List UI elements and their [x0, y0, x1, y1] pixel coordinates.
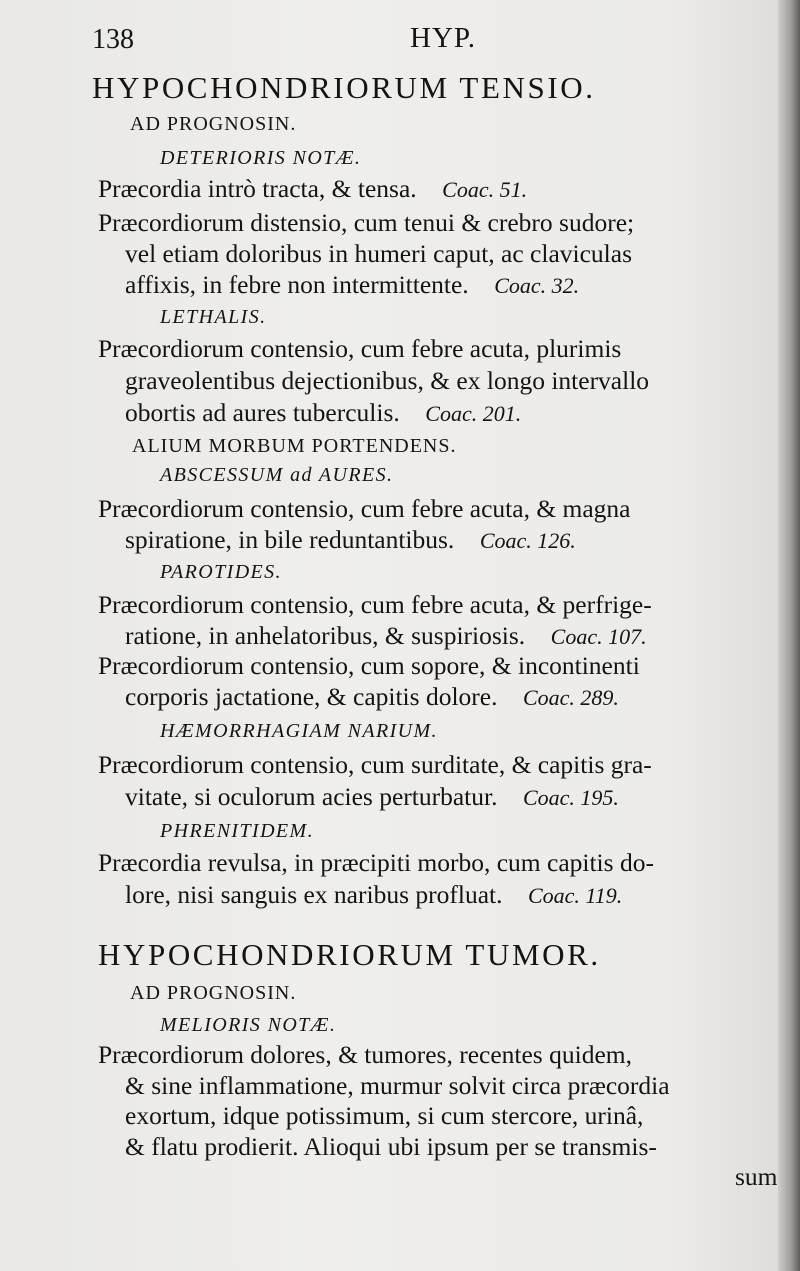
group-heading: DETERIORIS NOTÆ.	[160, 147, 362, 169]
entry-line: ratione, in anhelatoribus, & suspiriosis. Coac. 107.	[125, 621, 647, 650]
entry-line: exortum, idque potissimum, si cum stercore, urinâ,	[125, 1101, 644, 1130]
entry-line: obortis ad aures tuberculis. Coac. 201.	[125, 398, 522, 427]
entry-line: Præcordiorum contensio, cum febre acuta, & perfrige-	[98, 590, 652, 619]
coac-reference: Coac. 51.	[442, 177, 528, 202]
entry-line: Præcordiorum distensio, cum tenui & crebro sudore;	[98, 208, 635, 237]
group-heading: HÆMORRHAGIAM NARIUM.	[160, 720, 438, 742]
entry-line: & sine inflammatione, murmur solvit circa præcordia	[125, 1071, 670, 1100]
entry-line: Præcordiorum contensio, cum sopore, & incontinenti	[98, 651, 640, 680]
entry-line: vitate, si oculorum acies perturbatur. Coac. 195.	[125, 782, 619, 811]
entry-line: Præcordia intrò tracta, & tensa. Coac. 51.	[98, 174, 528, 203]
running-head-title: HYP.	[410, 22, 477, 54]
subsection-heading: ALIUM MORBUM PORTENDENS.	[132, 435, 457, 457]
group-heading: ABSCESSUM ad AURES.	[160, 464, 394, 486]
prognosis-heading: AD PROGNOSIN.	[130, 982, 297, 1004]
coac-reference: Coac. 195.	[522, 785, 619, 810]
catchword: sum	[735, 1162, 778, 1191]
entry-line: vel etiam doloribus in humeri caput, ac claviculas	[125, 239, 632, 268]
entry-line: Præcordiorum contensio, cum surditate, & capitis gra-	[98, 750, 652, 779]
page-number: 138	[92, 24, 134, 55]
section-title: HYPOCHONDRIORUM TENSIO.	[92, 70, 596, 105]
entry-line: affixis, in febre non intermittente. Coac. 32.	[125, 270, 580, 299]
group-heading: PAROTIDES.	[160, 561, 282, 583]
entry-line: Præcordia revulsa, in præcipiti morbo, cum capitis do-	[98, 848, 654, 877]
entry-line: lore, nisi sanguis ex naribus profluat. Coac. 119.	[125, 880, 623, 909]
group-heading: MELIORIS NOTÆ.	[160, 1014, 337, 1036]
group-heading: PHRENITIDEM.	[160, 820, 314, 842]
entry-line: Præcordiorum contensio, cum febre acuta, & magna	[98, 494, 631, 523]
entry-line: corporis jactatione, & capitis dolore. Coac. 289.	[125, 682, 619, 711]
entry-line: & flatu prodierit. Alioqui ubi ipsum per se transmis-	[125, 1132, 657, 1161]
entry-line: Præcordiorum contensio, cum febre acuta, plurimis	[98, 334, 622, 363]
coac-reference: Coac. 126.	[479, 528, 576, 553]
coac-reference: Coac. 107.	[550, 624, 647, 649]
entry-line: graveolentibus dejectionibus, & ex longo intervallo	[125, 366, 650, 395]
entry-line: Præcordiorum dolores, & tumores, recentes quidem,	[98, 1040, 632, 1069]
coac-reference: Coac. 201.	[425, 401, 522, 426]
coac-reference: Coac. 289.	[522, 685, 619, 710]
prognosis-heading: AD PROGNOSIN.	[130, 113, 297, 135]
group-heading: LETHALIS.	[160, 306, 267, 328]
coac-reference: Coac. 119.	[527, 883, 623, 908]
entry-line: spiratione, in bile reduntantibus. Coac. 126.	[125, 525, 576, 554]
running-head	[92, 18, 782, 58]
section-title: HYPOCHONDRIORUM TUMOR.	[98, 937, 601, 972]
coac-reference: Coac. 32.	[494, 273, 580, 298]
